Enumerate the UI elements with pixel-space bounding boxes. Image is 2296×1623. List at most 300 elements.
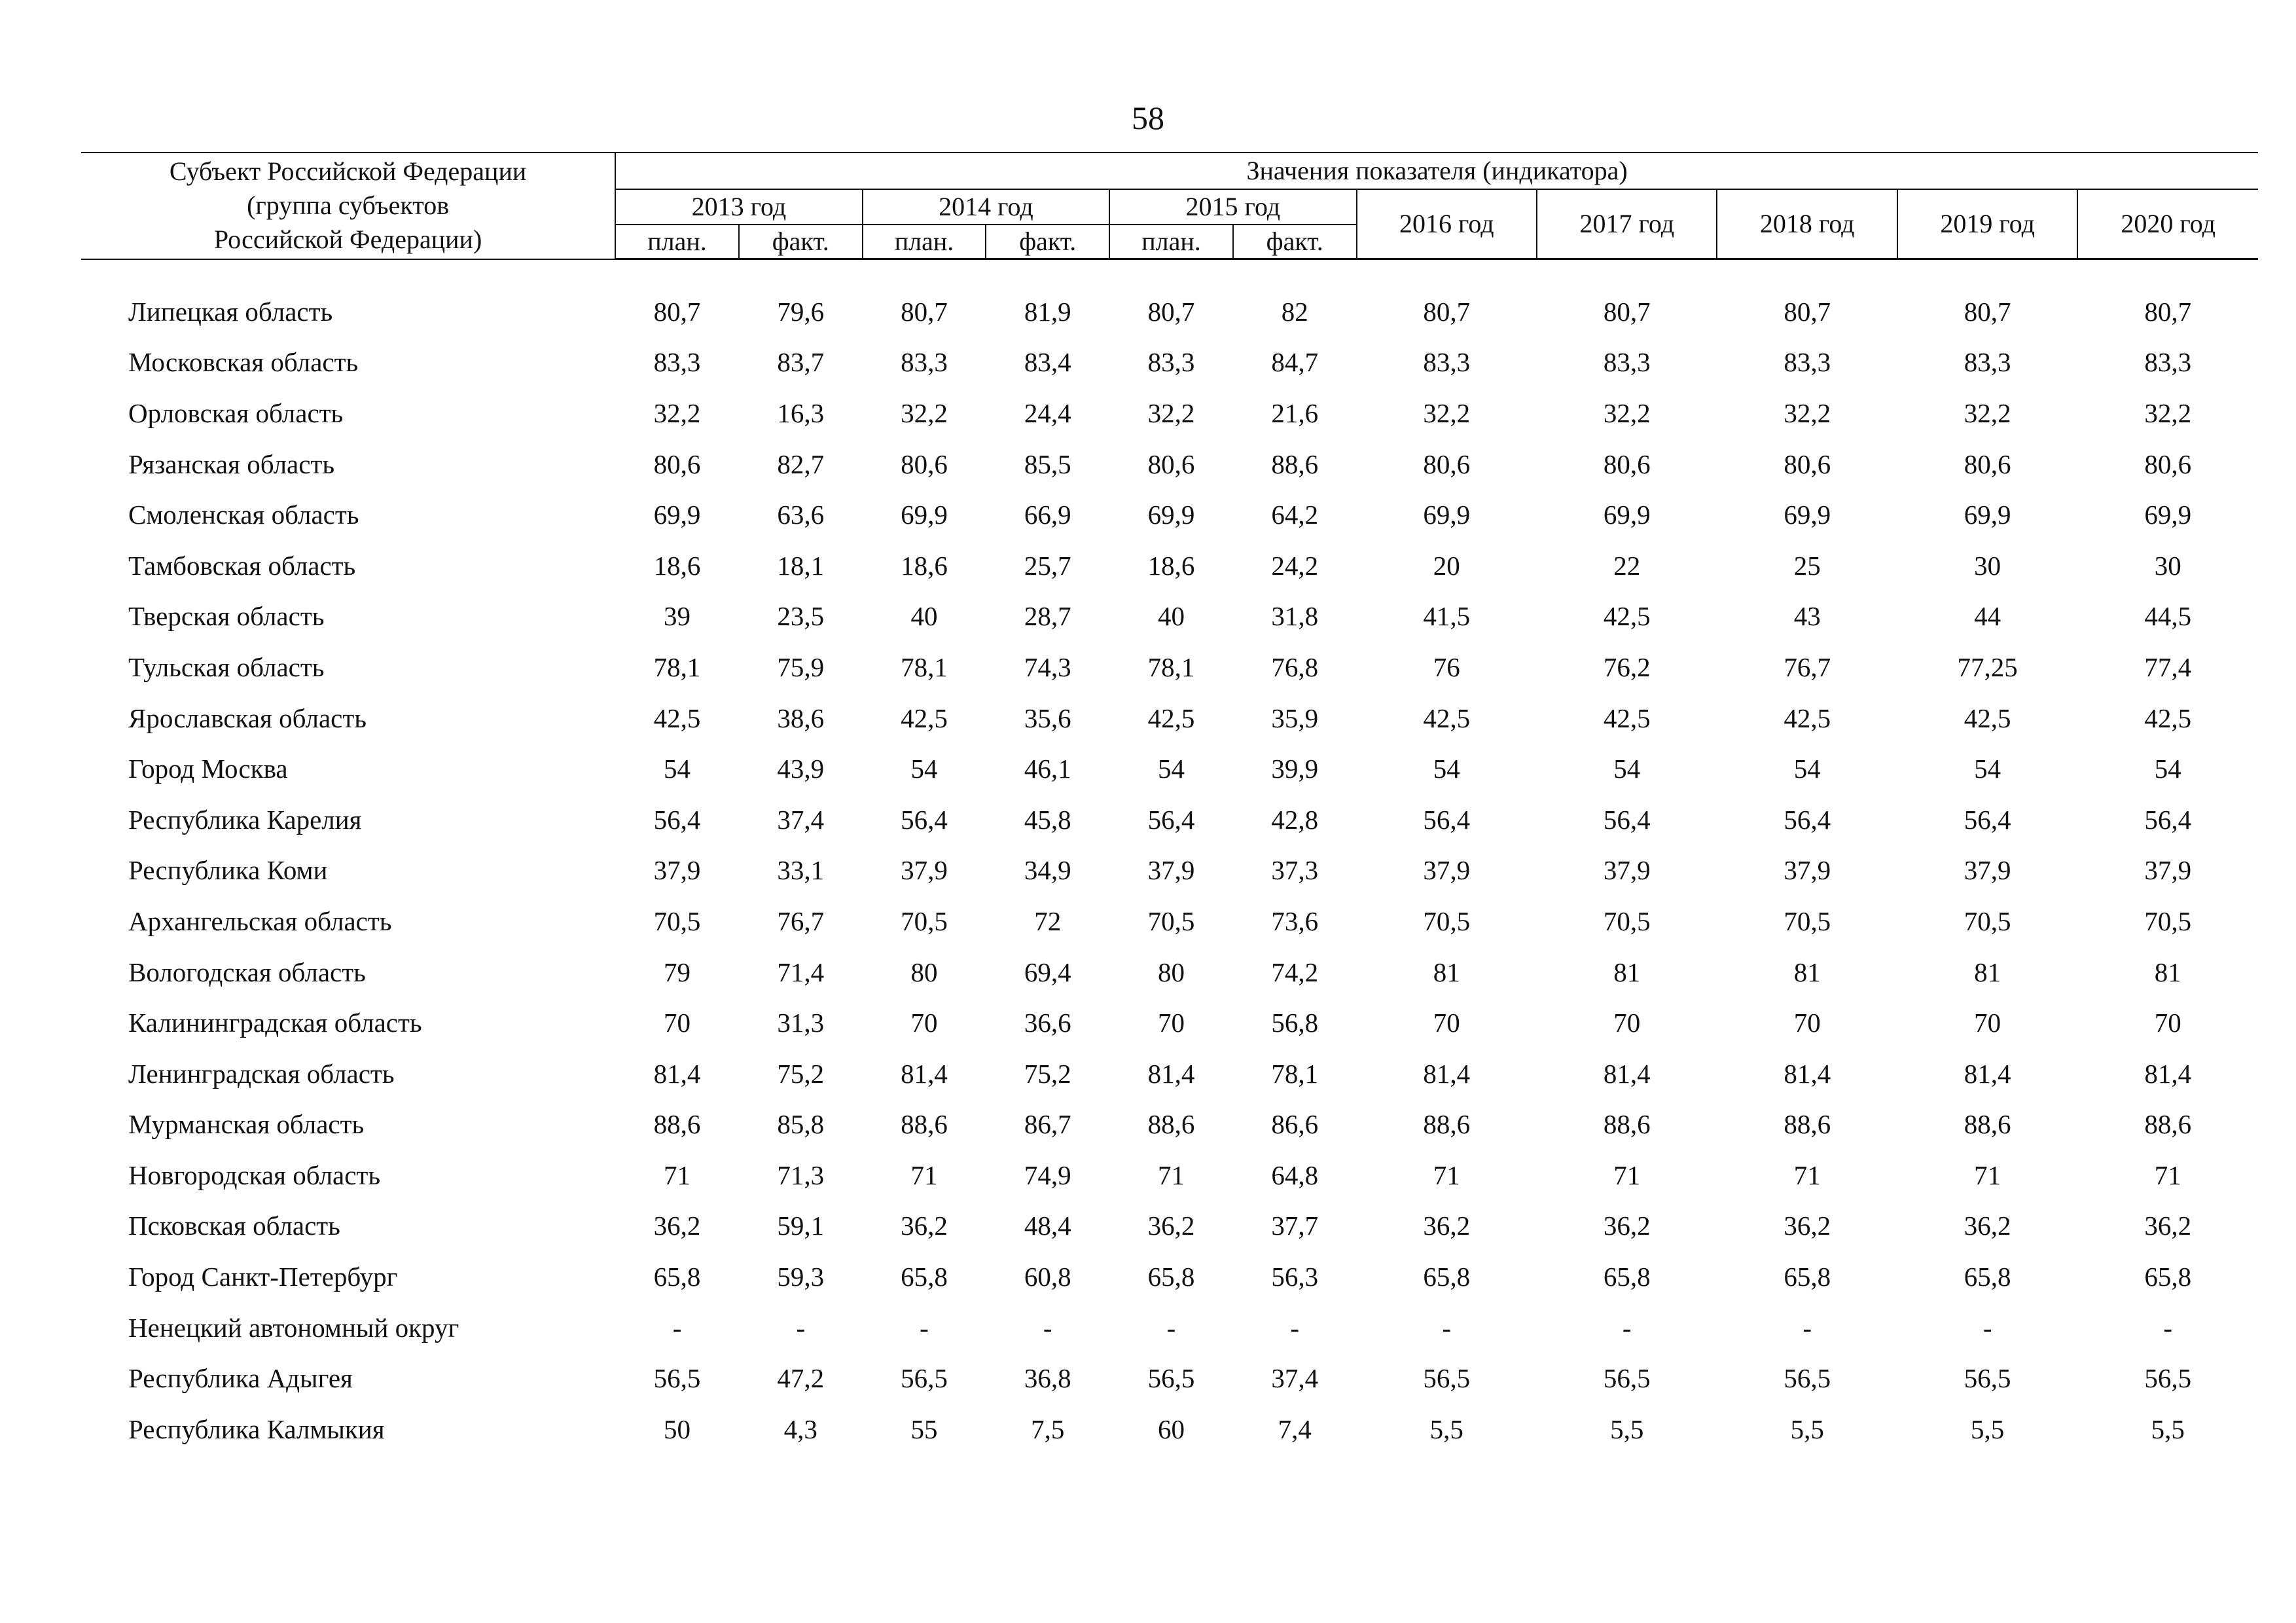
value-cell: 21,6 bbox=[1271, 397, 1319, 428]
table-row bbox=[81, 489, 2258, 540]
region-name-cell: Республика Калмыкия bbox=[128, 1413, 385, 1444]
value-cell: 88,6 bbox=[901, 1109, 948, 1140]
value-cell: - bbox=[1166, 1312, 1176, 1343]
value-cell: 70,5 bbox=[1147, 905, 1195, 936]
year-header-2020: 2020 год bbox=[2077, 189, 2258, 259]
value-cell: 44,5 bbox=[2144, 601, 2192, 632]
value-cell: 36,2 bbox=[1603, 1211, 1651, 1241]
indicator-table-container bbox=[81, 152, 2258, 1455]
value-cell: 70,5 bbox=[1603, 905, 1651, 936]
value-cell: 56,4 bbox=[1603, 804, 1651, 835]
value-cell: 71 bbox=[2154, 1159, 2181, 1190]
value-cell: 78,1 bbox=[1271, 1058, 1319, 1089]
value-cell: 55 bbox=[910, 1413, 938, 1444]
region-name-cell: Ярославская область bbox=[128, 702, 367, 733]
value-cell: 32,2 bbox=[1147, 397, 1195, 428]
value-cell: 37,7 bbox=[1271, 1211, 1319, 1241]
value-cell: 59,1 bbox=[777, 1211, 825, 1241]
value-cell: 71 bbox=[1613, 1159, 1641, 1190]
table-row bbox=[81, 1302, 2258, 1353]
value-cell: 69,9 bbox=[901, 500, 948, 530]
fact-header: факт. bbox=[739, 225, 863, 259]
value-cell: 81 bbox=[2154, 957, 2181, 987]
value-cell: 56,3 bbox=[1271, 1262, 1319, 1292]
value-cell: 78,1 bbox=[1147, 651, 1195, 682]
value-cell: 80,7 bbox=[901, 296, 948, 327]
value-cell: 54 bbox=[664, 754, 691, 784]
value-cell: 56,4 bbox=[1784, 804, 1831, 835]
value-cell: 83,3 bbox=[2144, 347, 2192, 378]
value-cell: 28,7 bbox=[1024, 601, 1071, 632]
value-cell: 69,9 bbox=[2144, 500, 2192, 530]
value-cell: 64,2 bbox=[1271, 500, 1319, 530]
table-row bbox=[81, 896, 2258, 947]
value-cell: 83,7 bbox=[777, 347, 825, 378]
value-cell: 81 bbox=[1974, 957, 2001, 987]
value-cell: 81,4 bbox=[1147, 1058, 1195, 1089]
value-cell: 54 bbox=[2154, 754, 2181, 784]
value-cell: 32,2 bbox=[1964, 397, 2011, 428]
table-row bbox=[81, 1099, 2258, 1150]
value-cell: 76,2 bbox=[1603, 651, 1651, 682]
value-cell: 75,9 bbox=[777, 651, 825, 682]
value-cell: 60,8 bbox=[1024, 1262, 1071, 1292]
value-cell: 5,5 bbox=[1429, 1413, 1463, 1444]
value-cell: 80,7 bbox=[1603, 296, 1651, 327]
value-cell: 18,6 bbox=[653, 550, 701, 581]
value-cell: 31,8 bbox=[1271, 601, 1319, 632]
value-cell: 70 bbox=[1157, 1008, 1185, 1038]
value-cell: 81 bbox=[1433, 957, 1460, 987]
value-cell: 80,7 bbox=[2144, 296, 2192, 327]
value-cell: 36,8 bbox=[1024, 1363, 1071, 1394]
value-cell: 5,5 bbox=[1790, 1413, 1824, 1444]
region-name-cell: Город Москва bbox=[128, 754, 288, 784]
value-cell: 71 bbox=[1433, 1159, 1460, 1190]
value-cell: 56,4 bbox=[1147, 804, 1195, 835]
value-cell: 71,3 bbox=[777, 1159, 825, 1190]
value-cell: 69,9 bbox=[1603, 500, 1651, 530]
table-row bbox=[81, 286, 2258, 337]
value-cell: 70,5 bbox=[653, 905, 701, 936]
value-cell: 32,2 bbox=[1423, 397, 1471, 428]
value-cell: 80,6 bbox=[901, 448, 948, 479]
value-cell: 65,8 bbox=[901, 1262, 948, 1292]
value-cell: 82,7 bbox=[777, 448, 825, 479]
value-cell: 80,7 bbox=[1147, 296, 1195, 327]
region-name-cell: Тверская область bbox=[128, 601, 325, 632]
value-cell: 76,7 bbox=[1784, 651, 1831, 682]
value-cell: 71 bbox=[1157, 1159, 1185, 1190]
value-cell: 18,6 bbox=[1147, 550, 1195, 581]
table-row bbox=[81, 693, 2258, 744]
value-cell: - bbox=[672, 1312, 682, 1343]
value-cell: 59,3 bbox=[777, 1262, 825, 1292]
table-header bbox=[81, 153, 2258, 259]
value-cell: 54 bbox=[1613, 754, 1641, 784]
value-cell: 80,6 bbox=[1784, 448, 1831, 479]
table-row bbox=[81, 794, 2258, 845]
value-cell: 83,3 bbox=[901, 347, 948, 378]
value-cell: 36,2 bbox=[2144, 1211, 2192, 1241]
value-cell: 32,2 bbox=[901, 397, 948, 428]
value-cell: 71 bbox=[1793, 1159, 1821, 1190]
table-row bbox=[81, 1251, 2258, 1302]
region-name-cell: Тамбовская область bbox=[128, 550, 356, 581]
value-cell: 69,4 bbox=[1024, 957, 1071, 987]
fact-header: факт. bbox=[986, 225, 1109, 259]
value-cell: 56,4 bbox=[1964, 804, 2011, 835]
value-cell: 41,5 bbox=[1423, 601, 1471, 632]
value-cell: 42,5 bbox=[653, 702, 701, 733]
value-cell: 80,6 bbox=[1423, 448, 1471, 479]
value-cell: 42,5 bbox=[1147, 702, 1195, 733]
value-cell: 5,5 bbox=[1610, 1413, 1644, 1444]
value-cell: 70,5 bbox=[1423, 905, 1471, 936]
value-cell: 32,2 bbox=[1603, 397, 1651, 428]
value-cell: 80,6 bbox=[1964, 448, 2011, 479]
value-cell: 33,1 bbox=[777, 855, 825, 886]
value-cell: 69,9 bbox=[1147, 500, 1195, 530]
value-cell: 20 bbox=[1433, 550, 1460, 581]
table-row bbox=[81, 337, 2258, 388]
value-cell: 81,9 bbox=[1024, 296, 1071, 327]
value-cell: 83,3 bbox=[1423, 347, 1471, 378]
plan-header: план. bbox=[863, 225, 986, 259]
region-name-cell: Калининградская область bbox=[128, 1008, 422, 1038]
region-name-cell: Город Санкт-Петербург bbox=[128, 1262, 398, 1292]
value-cell: 56,4 bbox=[1423, 804, 1471, 835]
value-cell: 7,5 bbox=[1031, 1413, 1065, 1444]
value-cell: 77,25 bbox=[1957, 651, 2018, 682]
region-name-cell: Ленинградская область bbox=[128, 1058, 395, 1089]
value-cell: 37,9 bbox=[1603, 855, 1651, 886]
value-cell: 77,4 bbox=[2144, 651, 2192, 682]
value-cell: 84,7 bbox=[1271, 347, 1319, 378]
plan-header: план. bbox=[1109, 225, 1233, 259]
region-name-cell: Орловская область bbox=[128, 397, 344, 428]
year-header-2013: 2013 год bbox=[615, 189, 862, 225]
value-cell: 85,5 bbox=[1024, 448, 1071, 479]
value-cell: 80,6 bbox=[1147, 448, 1195, 479]
value-cell: 56,5 bbox=[1964, 1363, 2011, 1394]
value-cell: 88,6 bbox=[1603, 1109, 1651, 1140]
value-cell: 83,3 bbox=[653, 347, 701, 378]
value-cell: 42,5 bbox=[1423, 702, 1471, 733]
value-cell: 80,7 bbox=[1964, 296, 2011, 327]
value-cell: 36,2 bbox=[653, 1211, 701, 1241]
value-cell: 69,9 bbox=[1423, 500, 1471, 530]
value-cell: 36,2 bbox=[1964, 1211, 2011, 1241]
value-cell: - bbox=[1043, 1312, 1052, 1343]
region-name-cell: Смоленская область bbox=[128, 500, 359, 530]
value-cell: 37,4 bbox=[777, 804, 825, 835]
value-cell: - bbox=[1622, 1312, 1632, 1343]
value-cell: 30 bbox=[2154, 550, 2181, 581]
value-cell: 65,8 bbox=[1147, 1262, 1195, 1292]
indicator-table bbox=[81, 152, 2258, 1455]
value-cell: 56,5 bbox=[1423, 1363, 1471, 1394]
value-cell: 70,5 bbox=[1964, 905, 2011, 936]
value-cell: 75,2 bbox=[1024, 1058, 1071, 1089]
value-cell: 71 bbox=[664, 1159, 691, 1190]
value-cell: 54 bbox=[1974, 754, 2001, 784]
value-cell: 71 bbox=[1974, 1159, 2001, 1190]
value-cell: 88,6 bbox=[653, 1109, 701, 1140]
region-name-cell: Республика Адыгея bbox=[128, 1363, 353, 1394]
value-cell: 70 bbox=[910, 1008, 938, 1038]
value-cell: 5,5 bbox=[1971, 1413, 2005, 1444]
value-cell: 81,4 bbox=[1784, 1058, 1831, 1089]
value-cell: 36,2 bbox=[1147, 1211, 1195, 1241]
value-cell: 4,3 bbox=[783, 1413, 817, 1444]
value-cell: 70 bbox=[1433, 1008, 1460, 1038]
value-cell: 39,9 bbox=[1271, 754, 1319, 784]
year-header-2016: 2016 год bbox=[1357, 189, 1537, 259]
value-cell: 65,8 bbox=[1423, 1262, 1471, 1292]
value-cell: 18,1 bbox=[777, 550, 825, 581]
value-cell: 85,8 bbox=[777, 1109, 825, 1140]
subject-header-line: Российской Федерации) bbox=[213, 225, 482, 255]
values-group-header: Значения показателя (индикатора) bbox=[615, 153, 2258, 189]
value-cell: 37,9 bbox=[901, 855, 948, 886]
value-cell: 7,4 bbox=[1278, 1413, 1312, 1444]
value-cell: 70,5 bbox=[901, 905, 948, 936]
value-cell: 70 bbox=[664, 1008, 691, 1038]
value-cell: 37,9 bbox=[1784, 855, 1831, 886]
value-cell: 56,5 bbox=[2144, 1363, 2192, 1394]
value-cell: 80,7 bbox=[653, 296, 701, 327]
value-cell: 35,9 bbox=[1271, 702, 1319, 733]
value-cell: 88,6 bbox=[1147, 1109, 1195, 1140]
value-cell: 56,4 bbox=[901, 804, 948, 835]
value-cell: - bbox=[1803, 1312, 1812, 1343]
table-row bbox=[81, 1048, 2258, 1099]
value-cell: 42,5 bbox=[1603, 702, 1651, 733]
table-row bbox=[81, 845, 2258, 896]
value-cell: 36,2 bbox=[901, 1211, 948, 1241]
plan-header: план. bbox=[615, 225, 739, 259]
value-cell: 88,6 bbox=[1271, 448, 1319, 479]
value-cell: 81 bbox=[1793, 957, 1821, 987]
region-name-cell: Рязанская область bbox=[128, 448, 335, 479]
value-cell: 83,4 bbox=[1024, 347, 1071, 378]
value-cell: 30 bbox=[1974, 550, 2001, 581]
value-cell: 36,2 bbox=[1784, 1211, 1831, 1241]
value-cell: 43,9 bbox=[777, 754, 825, 784]
table-row bbox=[81, 1150, 2258, 1201]
value-cell: 37,4 bbox=[1271, 1363, 1319, 1394]
region-name-cell: Архангельская область bbox=[128, 905, 392, 936]
value-cell: 74,9 bbox=[1024, 1159, 1071, 1190]
value-cell: 65,8 bbox=[2144, 1262, 2192, 1292]
value-cell: 83,3 bbox=[1784, 347, 1831, 378]
value-cell: 37,9 bbox=[653, 855, 701, 886]
value-cell: 42,5 bbox=[901, 702, 948, 733]
table-row bbox=[81, 947, 2258, 998]
value-cell: 69,9 bbox=[653, 500, 701, 530]
value-cell: 79 bbox=[664, 957, 691, 987]
value-cell: 74,3 bbox=[1024, 651, 1071, 682]
value-cell: 65,8 bbox=[1964, 1262, 2011, 1292]
value-cell: 56,4 bbox=[653, 804, 701, 835]
value-cell: 73,6 bbox=[1271, 905, 1319, 936]
value-cell: 32,2 bbox=[653, 397, 701, 428]
value-cell: 47,2 bbox=[777, 1363, 825, 1394]
value-cell: 56,8 bbox=[1271, 1008, 1319, 1038]
value-cell: 81,4 bbox=[1964, 1058, 2011, 1089]
subject-header-line: Субъект Российской Федерации bbox=[169, 156, 527, 187]
value-cell: 70 bbox=[2154, 1008, 2181, 1038]
value-cell: - bbox=[1290, 1312, 1300, 1343]
header-spacer bbox=[81, 259, 2258, 287]
value-cell: 25,7 bbox=[1024, 550, 1071, 581]
value-cell: 32,2 bbox=[1784, 397, 1831, 428]
value-cell: 60 bbox=[1157, 1413, 1185, 1444]
value-cell: 56,5 bbox=[653, 1363, 701, 1394]
value-cell: 72 bbox=[1034, 905, 1062, 936]
table-row bbox=[81, 743, 2258, 794]
region-name-cell: Липецкая область bbox=[128, 296, 333, 327]
value-cell: 42,5 bbox=[1603, 601, 1651, 632]
value-cell: 16,3 bbox=[777, 397, 825, 428]
value-cell: 83,3 bbox=[1964, 347, 2011, 378]
value-cell: - bbox=[920, 1312, 929, 1343]
value-cell: - bbox=[2163, 1312, 2173, 1343]
value-cell: 18,6 bbox=[901, 550, 948, 581]
value-cell: 88,6 bbox=[1784, 1109, 1831, 1140]
value-cell: 70 bbox=[1793, 1008, 1821, 1038]
value-cell: 76,8 bbox=[1271, 651, 1319, 682]
region-name-cell: Тульская область bbox=[128, 651, 325, 682]
value-cell: 74,2 bbox=[1271, 957, 1319, 987]
value-cell: 42,5 bbox=[1964, 702, 2011, 733]
table-body bbox=[81, 259, 2258, 1455]
value-cell: - bbox=[796, 1312, 806, 1343]
year-header-2017: 2017 год bbox=[1537, 189, 1717, 259]
value-cell: 42,5 bbox=[1784, 702, 1831, 733]
year-header-2018: 2018 год bbox=[1717, 189, 1897, 259]
year-header-2015: 2015 год bbox=[1109, 189, 1356, 225]
value-cell: 42,5 bbox=[2144, 702, 2192, 733]
value-cell: 37,9 bbox=[1964, 855, 2011, 886]
value-cell: 82 bbox=[1281, 296, 1308, 327]
table-row bbox=[81, 540, 2258, 591]
value-cell: 5,5 bbox=[2151, 1413, 2185, 1444]
value-cell: 43 bbox=[1793, 601, 1821, 632]
value-cell: 81,4 bbox=[653, 1058, 701, 1089]
value-cell: 66,9 bbox=[1024, 500, 1071, 530]
value-cell: 81,4 bbox=[2144, 1058, 2192, 1089]
value-cell: 25 bbox=[1793, 550, 1821, 581]
value-cell: 80 bbox=[1157, 957, 1185, 987]
subject-header-line: (группа субъектов bbox=[247, 191, 450, 221]
value-cell: 46,1 bbox=[1024, 754, 1071, 784]
table-row bbox=[81, 1404, 2258, 1455]
table-row bbox=[81, 591, 2258, 642]
value-cell: 31,3 bbox=[777, 1008, 825, 1038]
value-cell: 50 bbox=[664, 1413, 691, 1444]
value-cell: 70 bbox=[1974, 1008, 2001, 1038]
value-cell: 64,8 bbox=[1271, 1159, 1319, 1190]
value-cell: 42,8 bbox=[1271, 804, 1319, 835]
year-header-2014: 2014 год bbox=[863, 189, 1109, 225]
value-cell: 32,2 bbox=[2144, 397, 2192, 428]
value-cell: 23,5 bbox=[777, 601, 825, 632]
value-cell: 78,1 bbox=[901, 651, 948, 682]
region-name-cell: Вологодская область bbox=[128, 957, 366, 987]
value-cell: 54 bbox=[1793, 754, 1821, 784]
value-cell: 40 bbox=[910, 601, 938, 632]
fact-header: факт. bbox=[1233, 225, 1357, 259]
value-cell: 86,7 bbox=[1024, 1109, 1071, 1140]
value-cell: 36,6 bbox=[1024, 1008, 1071, 1038]
value-cell: 71 bbox=[910, 1159, 938, 1190]
region-name-cell: Ненецкий автономный округ bbox=[128, 1312, 459, 1343]
value-cell: 37,9 bbox=[2144, 855, 2192, 886]
value-cell: 54 bbox=[1157, 754, 1185, 784]
value-cell: 54 bbox=[1433, 754, 1460, 784]
value-cell: 80,7 bbox=[1784, 296, 1831, 327]
value-cell: 56,5 bbox=[1603, 1363, 1651, 1394]
value-cell: 88,6 bbox=[1423, 1109, 1471, 1140]
value-cell: 45,8 bbox=[1024, 804, 1071, 835]
value-cell: 70,5 bbox=[2144, 905, 2192, 936]
value-cell: 56,4 bbox=[2144, 804, 2192, 835]
value-cell: 80,7 bbox=[1423, 296, 1471, 327]
value-cell: 40 bbox=[1157, 601, 1185, 632]
table-row bbox=[81, 439, 2258, 490]
value-cell: 76 bbox=[1433, 651, 1460, 682]
value-cell: 80,6 bbox=[2144, 448, 2192, 479]
value-cell: 24,4 bbox=[1024, 397, 1071, 428]
value-cell: 80 bbox=[910, 957, 938, 987]
value-cell: 70,5 bbox=[1784, 905, 1831, 936]
value-cell: 80,6 bbox=[1603, 448, 1651, 479]
subject-column-header bbox=[81, 153, 615, 259]
region-name-cell: Новгородская область bbox=[128, 1159, 381, 1190]
year-header-2019: 2019 год bbox=[1897, 189, 2077, 259]
table-row bbox=[81, 388, 2258, 439]
table-row bbox=[81, 1353, 2258, 1404]
value-cell: 56,5 bbox=[901, 1363, 948, 1394]
value-cell: 81,4 bbox=[901, 1058, 948, 1089]
value-cell: 69,9 bbox=[1964, 500, 2011, 530]
table-row bbox=[81, 642, 2258, 693]
value-cell: 88,6 bbox=[1964, 1109, 2011, 1140]
value-cell: 71,4 bbox=[777, 957, 825, 987]
value-cell: 83,3 bbox=[1147, 347, 1195, 378]
value-cell: 35,6 bbox=[1024, 702, 1071, 733]
region-name-cell: Республика Коми bbox=[128, 855, 328, 886]
value-cell: 39 bbox=[664, 601, 691, 632]
value-cell: 69,9 bbox=[1784, 500, 1831, 530]
value-cell: 54 bbox=[910, 754, 938, 784]
value-cell: 22 bbox=[1613, 550, 1641, 581]
value-cell: 56,5 bbox=[1784, 1363, 1831, 1394]
value-cell: 81 bbox=[1613, 957, 1641, 987]
value-cell: 88,6 bbox=[2144, 1109, 2192, 1140]
value-cell: 78,1 bbox=[653, 651, 701, 682]
value-cell: 83,3 bbox=[1603, 347, 1651, 378]
value-cell: 38,6 bbox=[777, 702, 825, 733]
value-cell: 34,9 bbox=[1024, 855, 1071, 886]
value-cell: 36,2 bbox=[1423, 1211, 1471, 1241]
value-cell: 24,2 bbox=[1271, 550, 1319, 581]
value-cell: 37,3 bbox=[1271, 855, 1319, 886]
value-cell: - bbox=[1982, 1312, 1992, 1343]
value-cell: 37,9 bbox=[1147, 855, 1195, 886]
